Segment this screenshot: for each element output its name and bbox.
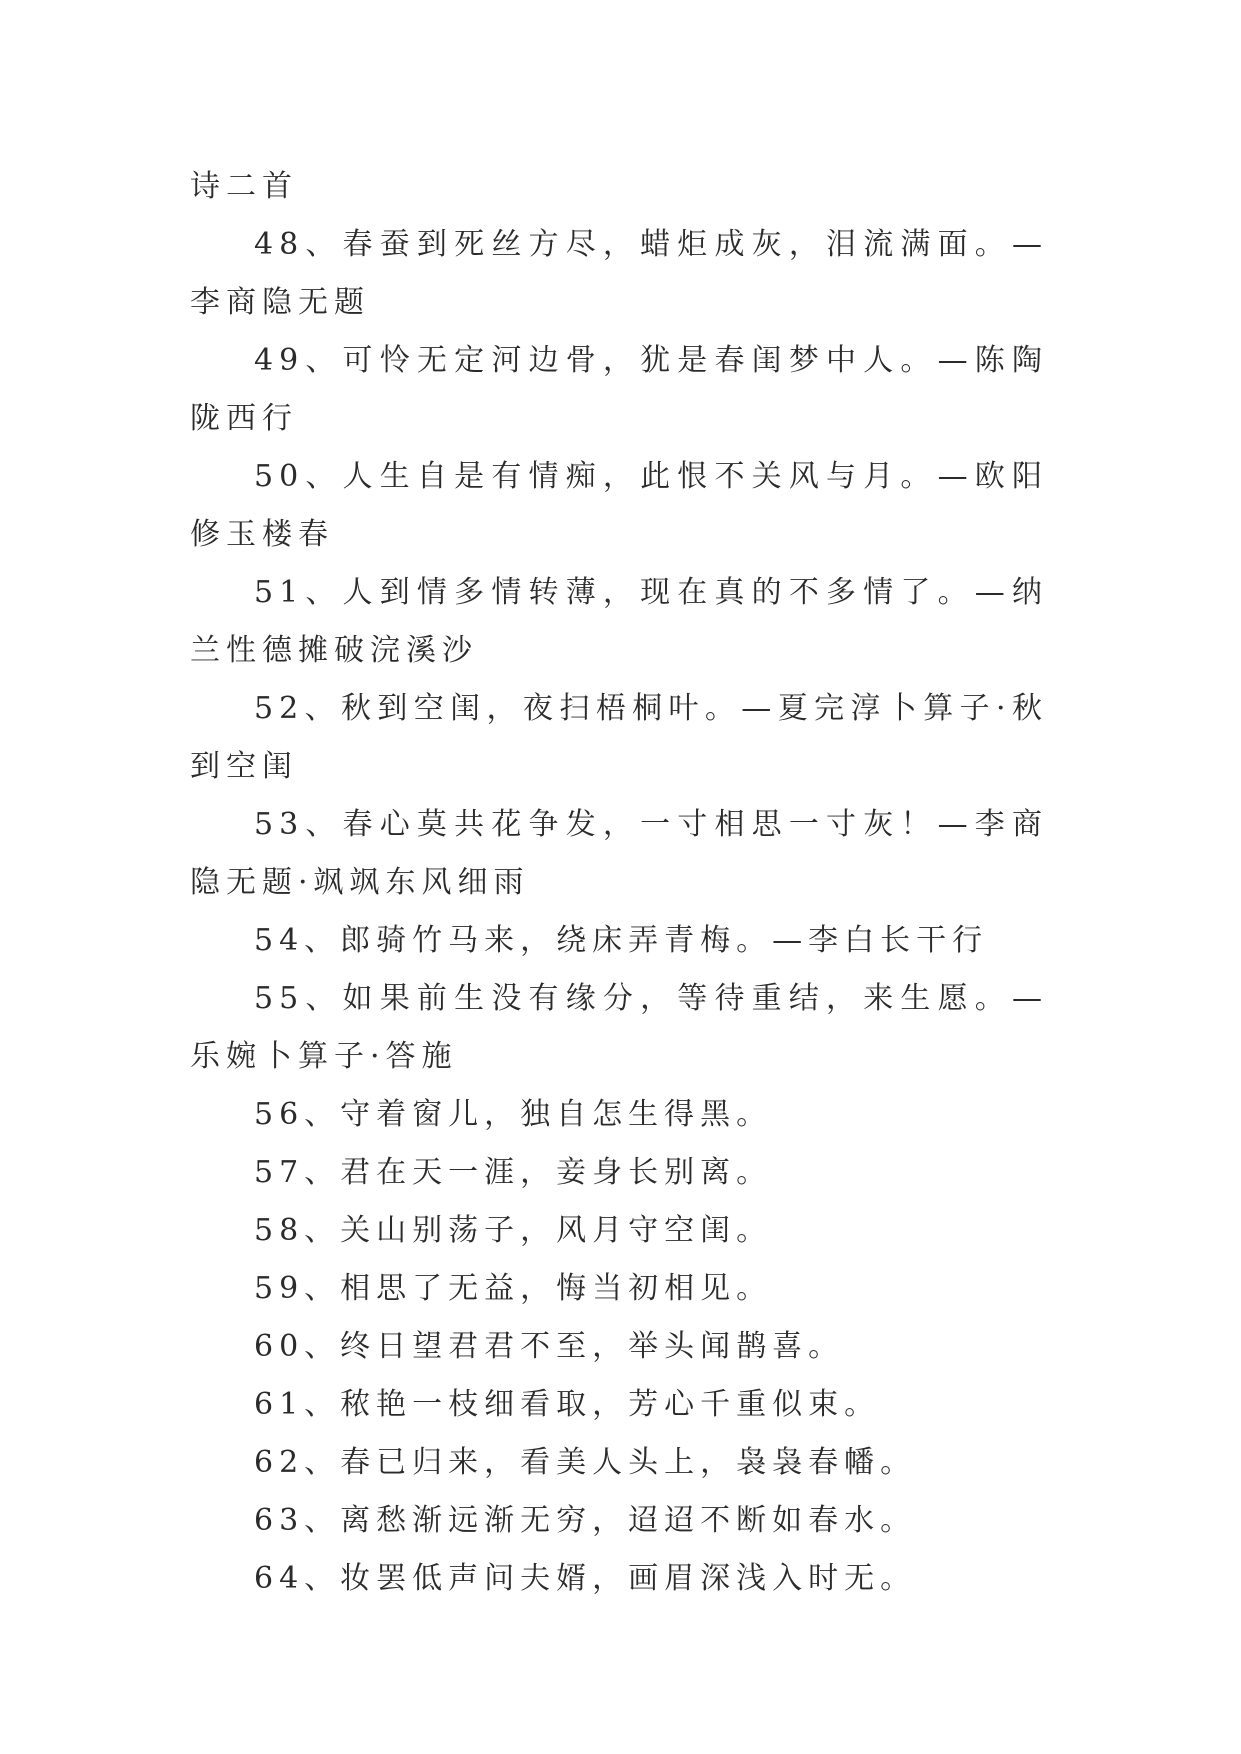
quote-49: 49、可怜无定河边骨，犹是春闺梦中人。—陈陶陇西行 xyxy=(190,343,1048,436)
quote-58: 58、关山别荡子，风月守空闺。 xyxy=(254,1213,773,1248)
quote-56: 56、守着窗儿，独自怎生得黑。 xyxy=(254,1097,773,1132)
quote-62: 62、春已归来，看美人头上，袅袅春幡。 xyxy=(254,1445,917,1480)
quote-50: 50、人生自是有情痴，此恨不关风与月。—欧阳修玉楼春 xyxy=(190,459,1048,552)
quote-48: 48、春蚕到死丝方尽，蜡炬成灰，泪流满面。—李商隐无题 xyxy=(190,227,1048,320)
quote-61: 61、秾艳一枝细看取，芳心千重似束。 xyxy=(254,1387,881,1422)
quote-60: 60、终日望君君不至，举头闻鹊喜。 xyxy=(254,1329,845,1364)
document-body xyxy=(190,158,1048,1608)
quote-53: 53、春心莫共花争发，一寸相思一寸灰！—李商隐无题·飒飒东风细雨 xyxy=(190,807,1048,900)
quote-52: 52、秋到空闺，夜扫梧桐叶。—夏完淳卜算子·秋到空闺 xyxy=(190,691,1048,784)
quote-54: 54、郎骑竹马来，绕床弄青梅。—李白长干行 xyxy=(254,923,989,958)
quote-59: 59、相思了无益，悔当初相见。 xyxy=(254,1271,773,1306)
quote-51: 51、人到情多情转薄，现在真的不多情了。—纳兰性德摊破浣溪沙 xyxy=(190,575,1048,668)
quote-55: 55、如果前生没有缘分，等待重结，来生愿。—乐婉卜算子·答施 xyxy=(190,981,1048,1074)
continuation-line: 诗二首 xyxy=(190,169,298,204)
quote-63: 63、离愁渐远渐无穷，迢迢不断如春水。 xyxy=(254,1503,917,1538)
quote-64: 64、妆罢低声问夫婿，画眉深浅入时无。 xyxy=(254,1561,917,1596)
quote-57: 57、君在天一涯，妾身长别离。 xyxy=(254,1155,773,1190)
